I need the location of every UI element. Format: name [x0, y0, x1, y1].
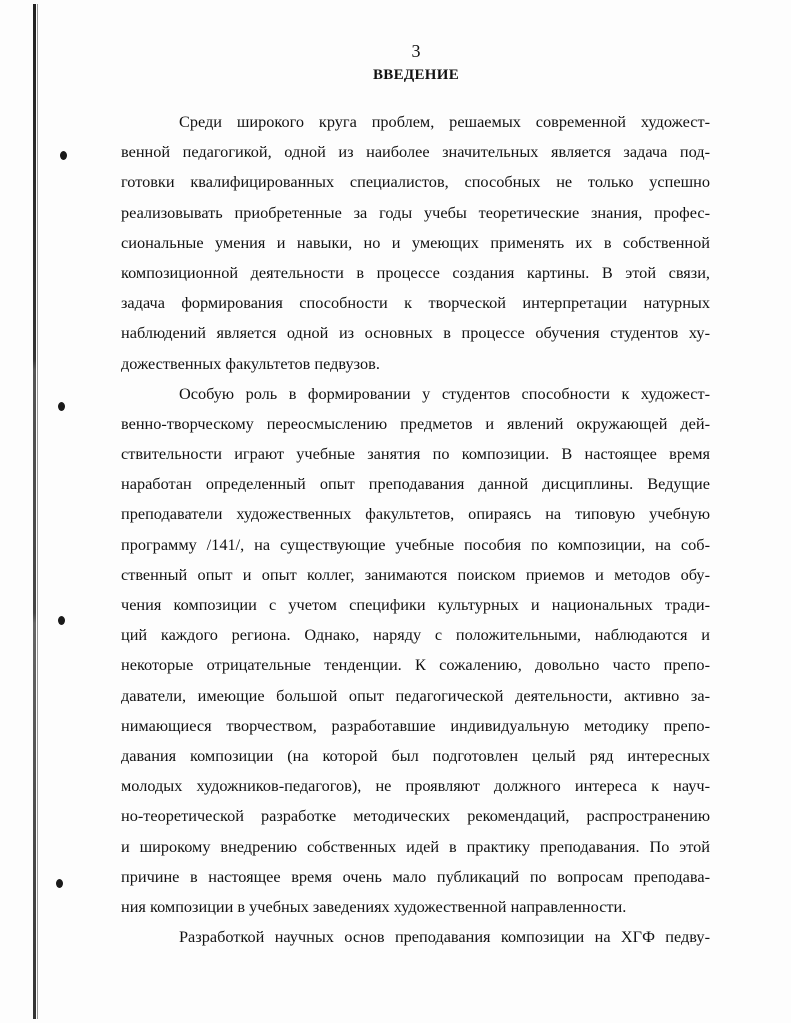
text-line: Разработкой научных основ преподавания композиции на ХГФ педву- — [179, 927, 710, 947]
text-line: нимающиеся творчеством, разработавшие индивидуальную методику препо- — [121, 715, 710, 735]
text-line: и широкому внедрению собственных идей в практику преподавания. По этой — [121, 836, 710, 856]
text-line: преподаватели художественных факультетов, опираясь на типовую учебную — [121, 504, 710, 524]
binding-edge-shadow — [37, 4, 38, 1019]
text-line: но-теоретической разработке методических рекомендаций, распространению — [121, 806, 710, 826]
scan-hole-mark — [60, 151, 67, 160]
page-number: 3 — [411, 41, 421, 61]
text-line: реализовывать приобретенные за годы учебы теоретические знания, профес- — [121, 202, 710, 222]
text-line: даватели, имеющие большой опыт педагогической деятельности, активно за- — [121, 685, 710, 705]
text-line: наработан определенный опыт преподавания данной дисциплины. Ведущие — [121, 474, 710, 494]
text-line: молодых художников-педагогов), не проявляют должного интереса к науч- — [121, 776, 710, 796]
scan-hole-mark — [58, 616, 65, 625]
binding-edge-line — [33, 4, 36, 1019]
text-line: причине в настоящее время очень мало публикаций по вопросам преподава- — [121, 866, 710, 886]
text-line: некоторые отрицательные тенденции. К сожалению, довольно часто препо- — [121, 655, 710, 675]
text-line: дожественных факультетов педвузов. — [121, 353, 380, 373]
text-line: композиционной деятельности в процессе создания картины. В этой связи, — [121, 262, 710, 282]
text-line: наблюдений является одной из основных в процессе обучения студентов ху- — [121, 323, 710, 343]
text-line: программу /141/, на существующие учебные пособия по композиции, на соб- — [121, 534, 710, 554]
text-line: ственный опыт и опыт коллег, занимаются поиском приемов и методов обу- — [121, 564, 710, 584]
body-text — [121, 107, 710, 952]
section-heading: ВВЕДЕНИЕ — [372, 67, 460, 83]
text-line: ствительности играют учебные занятия по композиции. В настоящее время — [121, 444, 710, 464]
text-line: венно-творческому переосмыслению предметов и явлений окружающей дей- — [121, 413, 710, 433]
text-line: венной педагогикой, одной из наиболее значительных является задача под- — [121, 142, 710, 162]
text-line: задача формирования способности к творческой интерпретации натурных — [121, 293, 710, 313]
text-line: сиональные умения и навыки, но и умеющих применять их в собственной — [121, 232, 710, 252]
text-line: Особую роль в формировании у студентов способности к художест- — [179, 383, 710, 403]
text-line: ния композиции в учебных заведениях художественной направленности. — [121, 896, 627, 916]
text-line: чения композиции с учетом специфики культурных и национальных тради- — [121, 595, 710, 614]
scan-hole-mark — [58, 402, 65, 411]
scan-hole-mark — [56, 879, 63, 888]
text-line: ций каждого региона. Однако, наряду с положительными, наблюдаются и — [121, 625, 710, 645]
text-line: Среди широкого круга проблем, решаемых современной художест- — [179, 112, 710, 131]
text-line: готовки квалифицированных специалистов, способных не только успешно — [121, 172, 710, 192]
text-line: давания композиции (на которой был подготовлен целый ряд интересных — [121, 745, 710, 765]
